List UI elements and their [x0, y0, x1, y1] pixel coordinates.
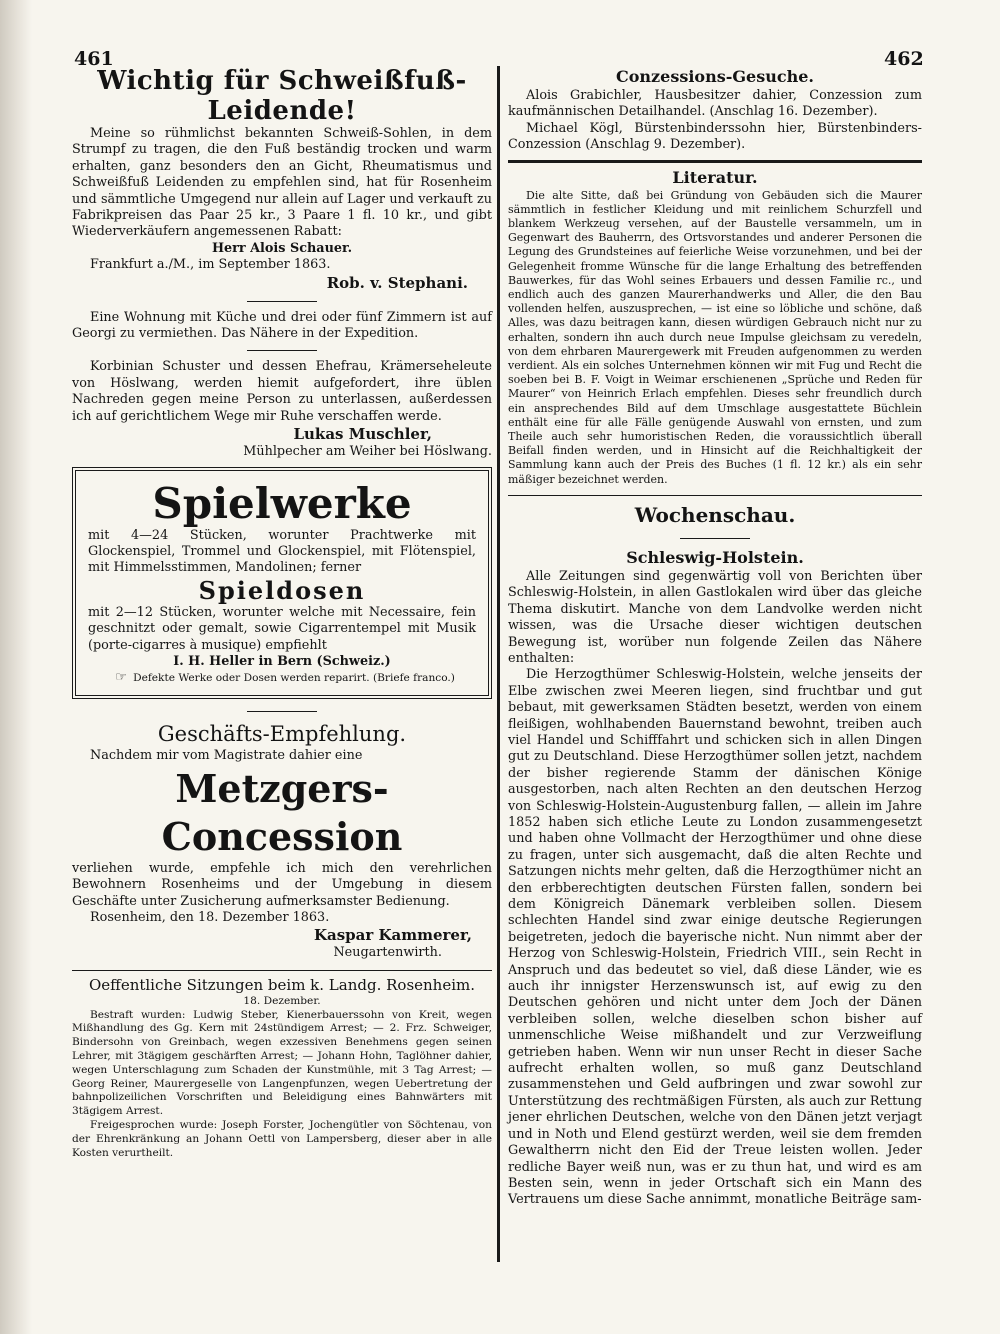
spielwerke-text: mit 4—24 Stücken, worunter Prachtwerke mit Glockenspiel, Trommel und Glockenspiel, mit Flötenspiel, mit Himmelsstimmen, Mandolinen; ferner: [88, 527, 476, 576]
ad-schweiss-signature: Rob. v. Stephani.: [326, 273, 468, 292]
court-sessions-acquittals: Freigesprochen wurde: Joseph Forster, Jochengütler von Söchtenau, von der Ehrenkränkung an Johann Oettl von Lampersberg, dieser aber in alle Kosten verurtheilt.: [72, 1118, 492, 1159]
ad-schweiss: [72, 66, 492, 293]
ad-metzger: [72, 720, 492, 961]
ad-schuster-text: Korbinian Schuster und dessen Ehefrau, Krämerseheleute von Höslwang, werden hiemit aufgefordert, ihre üblen Nachreden gegen meine Person zu unterlassen, außerdessen ich auf gerichtlichem Wege mir Ruhe verschaffen werde.: [72, 359, 492, 424]
metzger-place-date: Rosenheim, den 18. Dezember 1863.: [90, 909, 330, 925]
pointing-hand-icon: ☞: [115, 670, 127, 686]
ad-schweiss-title: Wichtig für Schweißfuß-Leidende!: [97, 66, 467, 126]
left-column: [72, 66, 492, 1160]
concession-requests: [508, 66, 922, 154]
ad-schuster-role: Mühlpecher am Weiher bei Höslwang.: [243, 444, 492, 460]
separator: [247, 350, 317, 351]
literature-section: [508, 167, 922, 487]
spieldosen-text: mit 2—12 Stücken, worunter welche mit Necessaire, fein geschnitzt oder gemalt, sowie Cigarrentempel mit Musik (porte-cigarres à musique) empfiehlt: [88, 604, 476, 653]
separator: [247, 711, 317, 712]
metzger-intro: Nachdem mir vom Magistrate dahier eine: [90, 748, 363, 764]
right-column: [508, 66, 922, 1209]
spielwerke-ad-box: [72, 467, 492, 700]
concession-entry-2: Michael Kögl, Bürstenbinderssohn hier, Bürstenbinders-Conzession (Anschlag 9. Dezember).: [508, 120, 922, 153]
separator: [680, 538, 750, 539]
spielwerke-title: Spielwerke: [152, 478, 412, 528]
concession-title: Conzessions-Gesuche.: [616, 67, 814, 86]
ad-wohnung: Eine Wohnung mit Küche und drei oder fünf Zimmern ist auf Georgi zu vermiethen. Das Nähere in der Expedition.: [72, 309, 492, 342]
metzger-text: verliehen wurde, empfehle ich mich den verehrlichen Bewohnern Rosenheims und der Umgebung in diesem Geschäfte unter Zusicherung aufmerksamster Bedienung.: [72, 860, 492, 909]
spieldosen-title: Spieldosen: [198, 575, 366, 605]
concession-entry-1: Alois Grabichler, Hausbesitzer dahier, Conzession zum kaufmännischen Detailhandel. (Anschlag 16. Dezember).: [508, 88, 922, 120]
ad-schweiss-agent: Herr Alois Schauer.: [211, 240, 353, 256]
ad-schweiss-text: Meine so rühmlichst bekannten Schweiß-Sohlen, in dem Strumpf zu tragen, die den Fuß beständig trocken und warm erhalten, ganz besonders den an Gicht, Rheumatismus und Schweißfuß Leidenden zu empfehlen sind, hat für Rosenheim und sämmtliche Umgegend nur allein auf Lager und verkauft zu Fabrikpreisen das Paar 25 kr., 3 Paare 1 fl. 10 kr., und gibt Wiederverkäufern angemessenen Rabatt:: [72, 126, 492, 240]
ad-schweiss-place-date: Frankfurt a./M., im September 1863.: [90, 257, 331, 273]
page-number-right: 462: [884, 48, 924, 70]
weekly-review: [508, 500, 922, 1209]
spielwerke-note: Defekte Werke oder Dosen werden reparirt. (Briefe franco.): [133, 672, 455, 685]
page-edge: [0, 0, 32, 1334]
metzger-big-title: Metzgers-Concession: [161, 765, 403, 859]
metzger-heading: Geschäfts-Empfehlung.: [157, 722, 407, 747]
weekly-review-body: Die Herzogthümer Schleswig-Holstein, welche jenseits der Elbe zwischen zwei Meeren liegen, sind fruchtbar und gut bebaut, mit gewerksamen Städten besetzt, werden von einem fleißigen, wohlhabenden Bauernstand bewohnt, treiben auch viel Handel und Schifffahrt und schicken sich in allen Dingen gut zu Deutschland. Diese Herzogthümer sollen jetzt, nachdem der bisher regierende Stamm der dänischen Könige ausgestorben, nach alten Rechten an den deutschen Herzog von Schleswig-Holstein-Augustenburg fallen, — allein im Jahre 1852 haben sich etliche Leute zu London zusammengesetzt und haben ohne Vollmacht der Herzogthümer und ohne diese zu fragen, unter sich ausgemacht, daß die alten Rechte und Satzungen nichts mehr gelten, daß die Herzogthümer nicht an den erbberechtigten deutschen Fürsten fallen, sondern bei dem Königreich Dänemark verbleiben sollen. Diesem schlechten Handel sind zwar einige deutsche Regierungen beigetreten, jedoch die bayerische nicht. Nun nimmt aber der Herzog von Schleswig-Holstein, Friedrich VIII., sein Recht in Anspruch und das bedeutet so viel, daß diese Länder, wie es auch ihr innigster Herzenswunsch ist, auf ewig zu den Deutschen gehören und nicht unter dem Joch der Dänen verbleiben sollen, welche dieselben schon bisher auf unmenschliche Weise mißhandelt und zur Verzweiflung getrieben haben. Wenn wir nun unser Recht in dieser Sache aufrecht erhalten wollen, so muß ganz Deutschland zusammenstehen und Geld aufbringen und zwar sowohl zur Unterstützung des rechtmäßigen Fürsten, als auch zur Rettung jener ehrlichen Deutschen, welche von den Dänen jetzt verjagt und in Noth und Elend gestürzt werden, weil sie dem fremden Gewaltherrn nicht den Eid der Treue leisten wollen. Jeder redliche Bayer weiß nun, was er zu thun hat, und wird es am Besten sein, wenn in jeder Ortschaft sich ein Mann des Vertrauens um diese Sache annimmt, monatliche Beiträge sam-: [508, 667, 922, 1208]
section-rule: [508, 160, 922, 163]
weekly-review-subtitle: Schleswig-Holstein.: [626, 547, 804, 567]
ad-schuster: [72, 359, 492, 460]
court-sessions-date: 18. Dezember.: [243, 994, 321, 1007]
ad-schuster-signature: Lukas Muschler,: [293, 425, 432, 444]
weekly-review-title: Wochenschau.: [634, 502, 796, 527]
section-rule: [72, 970, 492, 971]
spielwerke-vendor: I. H. Heller in Bern (Schweiz.): [173, 653, 391, 669]
literature-text: Die alte Sitte, daß bei Gründung von Gebäuden sich die Maurer sämmtlich in festlicher Kleidung und mit reinlichem Schurzfell und blankem Werkzeug versehen, auf der Baustelle versammeln, um in Gegenwart des Bauherrn, des Ortsvorstandes und anderer Personen die Legung des Grundsteines auf feierliche Weise vorzunehmen, und bei der Gelegenheit fromme Wünsche für die lange Erhaltung des betreffenden Bauwerkes, für das Wohl seines Erbauers und dessen Familie rc., und endlich auch des ganzen Maurerhandwerks und Aller, die den Bau vollenden helfen, auszusprechen, — ist eine so löbliche und schöne, daß Alles, was dazu beitragen kann, diesen würdigen Gebrauch nicht nur zu erhalten, sondern ihn auch durch neue Impulse gleichsam zu veredeln, von dem ehrbaren Maurergewerk mit Freuden aufgenommen zu werden verdient. Als ein solches Unternehmen können wir mit Fug und Recht die soeben bei B. F. Voigt in Weimar erschienenen „Sprüche und Reden für Maurer“ von Heinrich Erlach empfehlen. Dieses sehr freundlich durch ein ansprechendes Bild auf dem Umschlage ausgestattete Büchlein enthält eine für alle Fälle genügende Auswahl von ernsten, und zum Theile auch sehr humoristischen Reden, die voraussichtlich überall Beifall finden werden, und in Hinsicht auf die Reichhaltigkeit der Sammlung kann auch der Preis des Buches (1 fl. 12 kr.) als ein sehr mäßiger bezeichnet werden.: [508, 188, 922, 486]
court-sessions-title: Oeffentliche Sitzungen beim k. Landg. Rosenheim.: [88, 975, 475, 994]
metzger-signature: Kaspar Kammerer,: [313, 926, 472, 945]
literature-title: Literatur.: [672, 167, 758, 187]
weekly-review-intro: Alle Zeitungen sind gegenwärtig voll von Berichten über Schleswig-Holstein, in allen Gastlokalen wird über das gleiche Thema diskutirt. Manche von dem Landvolke werden nicht wissen, was die Ursache dieser wichtigen deutschen Bewegung ist, worüber nun folgende Zeilen das Nähere enthalten:: [508, 568, 922, 666]
court-sessions: [72, 975, 492, 1161]
metzger-role: Neugartenwirth.: [333, 945, 442, 961]
column-divider: [497, 66, 500, 1262]
separator: [247, 301, 317, 302]
court-sessions-convictions: Bestraft wurden: Ludwig Steber, Kienerbauerssohn von Kreit, wegen Mißhandlung des Gg. Kern mit 24stündigem Arrest; — 2. Frz. Schweiger, Bindersohn von Greinbach, wegen exzessiven Benehmens gegen seinen Lehrer, mit 3tägigem geschärften Arrest; — Johann Hohn, Taglöhner dahier, wegen Unterschlagung zum Schaden der Kunstmühle, mit 3 Tag Arrest; — Georg Reiner, Maurergeselle von Langenpfunzen, wegen Uebertretung der bahnpolizeilichen Vorschriften und Beleidigung eines Bahnwärters mit 3tägigem Arrest.: [72, 1008, 492, 1118]
section-rule: [508, 495, 922, 496]
page-number-left: 461: [74, 48, 114, 70]
